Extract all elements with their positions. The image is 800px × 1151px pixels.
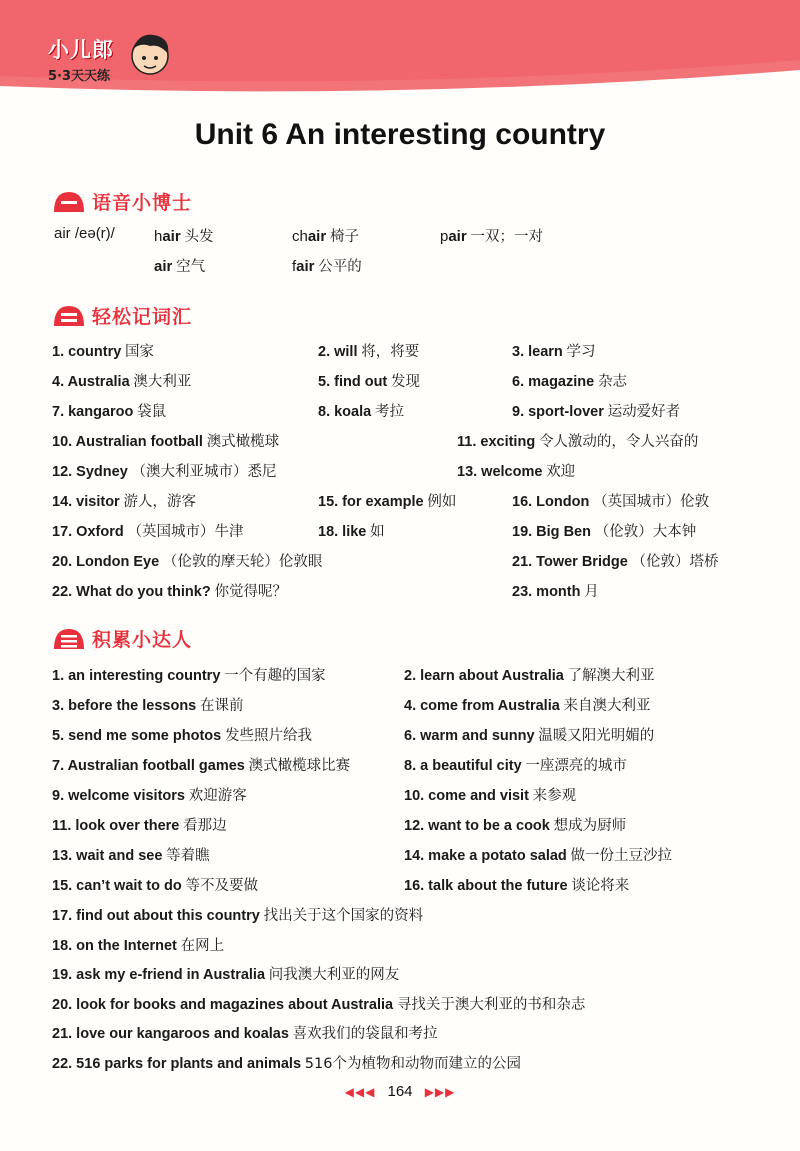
vocab-item <box>318 340 419 361</box>
phrase-english: 19. ask my e-friend in Australia <box>52 967 266 983</box>
phonics-word: chair 椅子 <box>292 228 359 245</box>
phrase-chinese: 一个有趣的国家 <box>224 668 326 684</box>
vocab-chinese: 澳式橄榄球 <box>206 434 280 450</box>
page-footer <box>0 1083 800 1100</box>
section-vocab-title: 轻松记词汇 <box>92 305 193 328</box>
vocab-chinese: （伦敦的摩天轮）伦敦眼 <box>162 554 323 570</box>
vocab-chinese: （英国城市）牛津 <box>127 524 244 540</box>
vocab-item <box>457 460 575 481</box>
phrase-chinese: 谈论将来 <box>571 878 630 894</box>
vocab-item <box>512 580 599 601</box>
vocab-english: 14. visitor <box>52 494 120 510</box>
phrase-chinese: 在课前 <box>200 698 244 714</box>
phrase-item <box>404 754 627 775</box>
vocab-english: 5. find out <box>318 374 388 390</box>
phrase-chinese: 516个为植物和动物而建立的公园 <box>304 1055 521 1072</box>
vocab-item <box>52 490 196 511</box>
phrase-item <box>52 664 326 685</box>
phrase-english: 3. before the lessons <box>52 698 197 714</box>
phrase-item <box>52 993 585 1014</box>
section-phrases-title: 积累小达人 <box>92 628 193 651</box>
vocab-item <box>512 340 596 361</box>
phrase-english: 5. send me some photos <box>52 728 222 744</box>
phrase-item <box>52 874 258 895</box>
vocab-item <box>52 460 277 481</box>
vocab-chinese: 杂志 <box>597 374 627 390</box>
vocab-chinese: （英国城市）伦敦 <box>593 494 710 510</box>
vocab-item <box>52 340 154 361</box>
vocab-english: 18. like <box>318 524 367 540</box>
vocab-chinese: 令人激动的，令人兴奋的 <box>538 434 699 450</box>
vocab-chinese: 澳大利亚 <box>133 374 192 390</box>
vocab-chinese: （澳大利亚城市）悉尼 <box>131 464 277 480</box>
phrase-chinese: 在网上 <box>180 937 225 954</box>
phrase-item <box>52 844 210 865</box>
phrase-english: 6. warm and sunny <box>404 728 535 744</box>
brand-logo <box>48 34 114 84</box>
phrase-item <box>52 784 247 805</box>
vocab-item <box>52 520 243 541</box>
phrase-english: 11. look over there <box>52 818 180 834</box>
vocab-chinese: 例如 <box>427 494 457 510</box>
next-arrows-icon: ▶▶▶ <box>424 1085 456 1099</box>
vocab-chinese: 将，将要 <box>361 344 420 360</box>
vocab-english: 10. Australian football <box>52 434 203 450</box>
phrase-chinese: 看那边 <box>183 818 227 834</box>
phrase-chinese: 温暖又阳光明媚的 <box>538 728 655 744</box>
phrase-english: 21. love our kangaroos and koalas <box>52 1026 289 1042</box>
phrase-english: 18. on the Internet <box>52 937 177 954</box>
vocab-item <box>318 520 385 541</box>
vocab-chinese: （伦敦）塔桥 <box>631 554 719 570</box>
section-vocab-header <box>52 300 192 330</box>
phrase-item <box>404 814 626 835</box>
section-phrases-header <box>52 623 192 653</box>
vocab-english: 11. exciting <box>457 434 536 450</box>
phrase-chinese: 找出关于这个国家的资料 <box>263 908 424 924</box>
phonics-word: fair 公平的 <box>292 258 362 275</box>
vocab-english: 7. kangaroo <box>52 404 134 420</box>
section-badge-icon <box>52 625 86 651</box>
vocab-chinese: 运动爱好者 <box>607 404 681 420</box>
phrase-english: 15. can’t wait to do <box>52 878 182 894</box>
section-phonics-header <box>52 186 192 216</box>
vocab-english: 6. magazine <box>512 374 595 390</box>
phonics-word: air 空气 <box>154 258 206 275</box>
vocab-item <box>52 580 287 601</box>
section-badge-icon <box>52 302 86 328</box>
vocab-english: 21. Tower Bridge <box>512 554 628 570</box>
phrase-item <box>404 874 629 895</box>
phrase-item <box>52 904 423 925</box>
vocab-english: 13. welcome <box>457 464 543 480</box>
phrase-chinese: 来参观 <box>532 788 577 804</box>
vocab-chinese: 月 <box>584 584 599 600</box>
vocab-english: 1. country <box>52 344 122 360</box>
vocab-item <box>52 370 191 391</box>
phrase-chinese: 澳式橄榄球比赛 <box>248 758 351 774</box>
vocab-english: 12. Sydney <box>52 464 128 480</box>
vocab-chinese: 袋鼠 <box>137 404 167 420</box>
phrase-item <box>404 664 655 685</box>
phrase-english: 17. find out about this country <box>52 908 260 924</box>
vocab-item <box>318 490 456 511</box>
phrase-item <box>52 754 350 775</box>
phrase-item <box>52 724 312 745</box>
vocab-chinese: 游人，游客 <box>123 494 196 510</box>
vocab-english: 16. London <box>512 494 590 510</box>
vocab-english: 8. koala <box>318 404 372 420</box>
phrase-english: 2. learn about Australia <box>404 668 564 684</box>
phrase-chinese: 等不及要做 <box>185 878 258 894</box>
phonics-sound: air /eə(r)/ <box>54 225 115 242</box>
vocab-chinese: 国家 <box>125 344 155 360</box>
vocab-english: 3. learn <box>512 344 563 360</box>
vocab-item <box>318 400 404 421</box>
phrase-english: 13. wait and see <box>52 848 163 864</box>
phrase-item <box>52 934 224 955</box>
phrase-item <box>404 784 576 805</box>
logo-subtitle: 5·3天天练 <box>48 69 111 84</box>
vocab-english: 4. Australia <box>52 374 130 390</box>
phrase-chinese: 做一份土豆沙拉 <box>570 848 673 864</box>
section-badge-icon <box>52 188 86 214</box>
phrase-chinese: 发些照片给我 <box>224 728 312 744</box>
vocab-chinese: 考拉 <box>374 404 404 420</box>
phrase-chinese: 等着瞧 <box>166 848 210 864</box>
phrase-english: 12. want to be a cook <box>404 818 550 834</box>
phrase-chinese: 喜欢我们的袋鼠和考拉 <box>292 1026 438 1042</box>
vocab-item <box>52 550 322 571</box>
phrase-chinese: 欢迎游客 <box>188 788 247 804</box>
phrase-item <box>404 724 654 745</box>
vocab-english: 17. Oxford <box>52 524 124 540</box>
phrase-item <box>52 814 227 835</box>
vocab-english: 19. Big Ben <box>512 524 591 540</box>
vocab-chinese: 你觉得呢？ <box>214 584 287 600</box>
logo-title: 小儿郎 <box>48 38 114 62</box>
phrase-chinese: 来自澳大利亚 <box>563 698 651 714</box>
phrase-item <box>52 963 399 984</box>
phonics-word: pair 一双；一对 <box>440 228 543 245</box>
prev-arrows-icon: ◀◀◀ <box>344 1085 376 1099</box>
vocab-item <box>512 520 696 541</box>
vocab-chinese: 学习 <box>566 344 596 360</box>
phrase-english: 22. 516 parks for plants and animals <box>52 1055 302 1072</box>
vocab-chinese: 如 <box>370 524 385 540</box>
phrase-chinese: 寻找关于澳大利亚的书和杂志 <box>396 996 586 1013</box>
phrase-item <box>404 694 651 715</box>
phrase-english: 10. come and visit <box>404 788 529 804</box>
vocab-item <box>318 370 420 391</box>
vocab-chinese: （伦敦）大本钟 <box>594 524 697 540</box>
vocab-english: 2. will <box>318 344 358 360</box>
phrase-item <box>52 694 244 715</box>
phrase-english: 20. look for books and magazines about Australia <box>52 996 394 1013</box>
vocab-item <box>512 370 627 391</box>
phrase-item <box>404 844 672 865</box>
phrase-chinese: 一座漂亮的城市 <box>525 758 627 774</box>
phrase-english: 4. come from Australia <box>404 698 560 714</box>
section-phonics-title: 语音小博士 <box>92 191 193 214</box>
phrase-chinese: 问我澳大利亚的网友 <box>268 967 400 983</box>
unit-title: Unit 6 An interesting country <box>194 118 606 151</box>
phrase-item <box>52 1022 438 1043</box>
phrase-item <box>52 1052 521 1073</box>
vocab-english: 9. sport-lover <box>512 404 604 420</box>
phrase-english: 1. an interesting country <box>52 668 221 684</box>
phrase-english: 16. talk about the future <box>404 878 568 894</box>
phrase-english: 8. a beautiful city <box>404 758 522 774</box>
header-banner <box>0 0 800 96</box>
vocab-item <box>52 430 279 451</box>
page-number: 164 <box>387 1083 413 1100</box>
vocab-item <box>512 400 680 421</box>
vocab-english: 15. for example <box>318 494 424 510</box>
phonics-word: hair 头发 <box>154 228 214 245</box>
phrase-english: 9. welcome visitors <box>52 788 185 804</box>
phrase-chinese: 想成为厨师 <box>553 818 627 834</box>
vocab-item <box>512 550 719 571</box>
vocab-item <box>457 430 698 451</box>
phrase-english: 7. Australian football games <box>52 758 245 774</box>
vocab-english: 23. month <box>512 584 581 600</box>
phrase-chinese: 了解澳大利亚 <box>567 668 655 684</box>
vocab-item <box>512 490 709 511</box>
phrase-english: 14. make a potato salad <box>404 848 567 864</box>
vocab-chinese: 发现 <box>391 374 421 390</box>
vocab-item <box>52 400 166 421</box>
vocab-english: 22. What do you think? <box>52 584 211 600</box>
vocab-chinese: 欢迎 <box>546 464 576 480</box>
vocab-english: 20. London Eye <box>52 554 160 570</box>
